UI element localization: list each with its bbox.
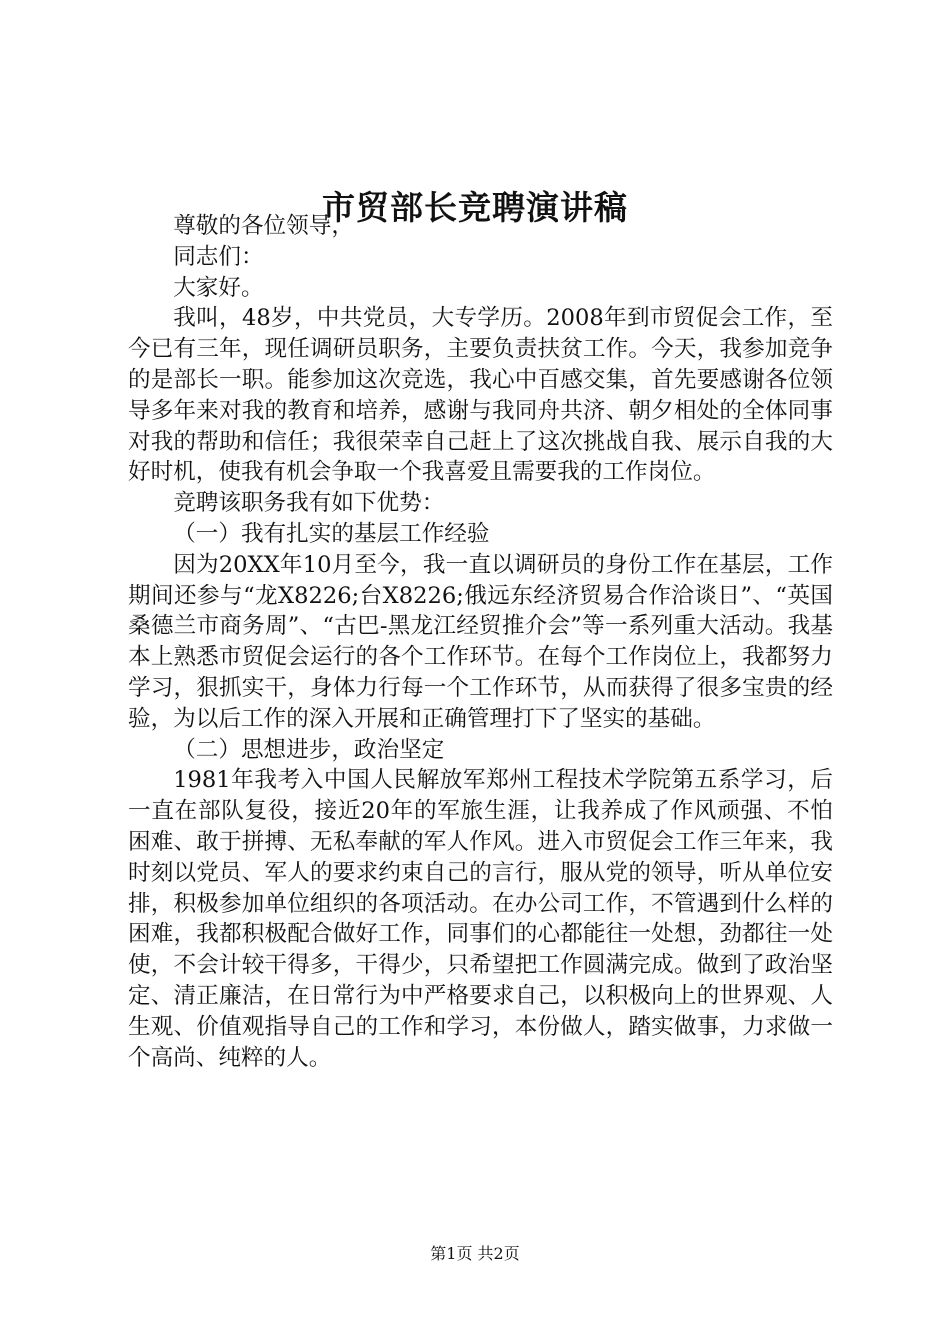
section-heading-1: （一）我有扎实的基层工作经验 bbox=[173, 520, 490, 547]
document-title: 市贸部长竞聘演讲稿 bbox=[322, 188, 628, 227]
salutation: 尊敬的各位领导， bbox=[173, 213, 354, 239]
paragraph-experience: 因为20XX年10月至今，我一直以调研员的身份工作在基层，工作期间还参与“龙X8226;台X8226;俄远东经济贸易合作洽谈日”、“英国桑德兰市商务周”、“古巴-黑龙江经贸推介会”等一系列重大活动。我基本上熟悉市贸促会运行的各个工作环节。在每个工作岗位上，我都努力学习，狠抓实干，身体力行每一个工作环节，从而获得了很多宝贵的经验，为以后工作的深入开展和正确管理打下了坚实的基础。 bbox=[128, 551, 833, 732]
greeting: 大家好。 bbox=[173, 274, 264, 301]
paragraph-political: 1981年我考入中国人民解放军郑州工程技术学院第五系学习，后一直在部队复役，接近20年的军旅生涯，让我养成了作风顽强、不怕困难、敢于拼搏、无私奉献的军人作风。进入市贸促会工作三年来，我时刻以党员、军人的要求约束自己的言行，服从党的领导，听从单位安排，积极参加单位组织的各项活动。在办公司工作，不管遇到什么样的困难，我都积极配合做好工作，同事们的心都能往一处想，劲都往一处使，不会计较干得多，干得少，只希望把工作圆满完成。做到了政治坚定、清正廉洁，在日常行为中严格要求自己，以积极向上的世界观、人生观、价值观指导自己的工作和学习，本份做人，踏实做事，力求做一个高尚、纯粹的人。 bbox=[128, 767, 833, 1071]
document-body bbox=[128, 211, 833, 1073]
paragraph-introduction: 我叫，48岁，中共党员，大专学历。2008年到市贸促会工作，至今已有三年，现任调研员职务，主要负责扶贫工作。今天，我参加竞争的是部长一职。能参加这次竞选，我心中百感交集，首先要感谢各位领导多年来对我的教育和培养，感谢与我同舟共济、朝夕相处的全体同事对我的帮助和信任；我很荣幸自己赶上了这次挑战自我、展示自我的大好时机，使我有机会争取一个我喜爱且需要我的工作岗位。 bbox=[128, 305, 833, 486]
page-number-footer: 第1页 共2页 bbox=[430, 1244, 520, 1263]
section-heading-2: （二）思想进步，政治坚定 bbox=[173, 736, 445, 763]
salutation-comrades: 同志们： bbox=[173, 243, 264, 270]
paragraph-advantages-intro: 竞聘该职务我有如下优势： bbox=[173, 490, 445, 517]
